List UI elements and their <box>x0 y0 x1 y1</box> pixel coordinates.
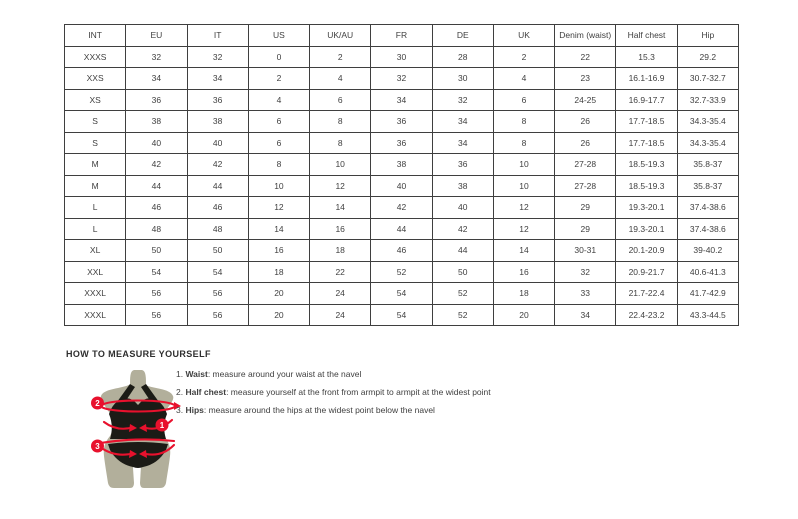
header-cell: EU <box>126 25 187 47</box>
table-cell: 46 <box>187 197 248 219</box>
table-cell: L <box>65 197 126 219</box>
table-cell: 18 <box>248 261 309 283</box>
table-cell: 30-31 <box>555 240 616 262</box>
header-row <box>65 25 739 47</box>
table-cell: 34 <box>371 89 432 111</box>
table-cell: 12 <box>310 175 371 197</box>
table-cell: 10 <box>493 175 554 197</box>
table-cell: XXL <box>65 261 126 283</box>
table-cell: 30 <box>432 68 493 90</box>
size-chart-table <box>64 24 739 326</box>
table-cell: M <box>65 154 126 176</box>
size-chart-header <box>65 25 739 47</box>
table-cell: 44 <box>432 240 493 262</box>
table-cell: 18.5-19.3 <box>616 175 677 197</box>
table-cell: 2 <box>248 68 309 90</box>
table-cell: 35.8-37 <box>677 175 738 197</box>
table-cell: 6 <box>310 89 371 111</box>
step-number: 1. <box>176 369 186 379</box>
table-cell: 20 <box>248 283 309 305</box>
header-cell: FR <box>371 25 432 47</box>
table-cell: 4 <box>493 68 554 90</box>
table-row <box>65 218 739 240</box>
table-cell: 50 <box>432 261 493 283</box>
step-number: 3. <box>176 405 186 416</box>
table-cell: 36 <box>126 89 187 111</box>
table-cell: 2 <box>310 46 371 68</box>
table-cell: 20.9-21.7 <box>616 261 677 283</box>
table-cell: 32 <box>432 89 493 111</box>
step-label: Waist <box>185 369 208 379</box>
table-cell: 44 <box>371 218 432 240</box>
table-row <box>65 175 739 197</box>
table-cell: 44 <box>187 175 248 197</box>
table-cell: 6 <box>493 89 554 111</box>
table-cell: 10 <box>310 154 371 176</box>
table-cell: 28 <box>432 46 493 68</box>
table-cell: 34.3-35.4 <box>677 111 738 133</box>
table-cell: 12 <box>493 218 554 240</box>
table-cell: 0 <box>248 46 309 68</box>
table-cell: 42 <box>126 154 187 176</box>
table-cell: 4 <box>248 89 309 111</box>
table-cell: 19.3-20.1 <box>616 197 677 219</box>
measure-step-waist <box>176 369 491 379</box>
header-cell: DE <box>432 25 493 47</box>
table-cell: 56 <box>187 283 248 305</box>
table-cell: 20 <box>248 304 309 326</box>
table-cell: 44 <box>126 175 187 197</box>
table-cell: 20 <box>493 304 554 326</box>
step-number: 2. <box>176 387 186 398</box>
table-cell: 39-40.2 <box>677 240 738 262</box>
table-cell: 29.2 <box>677 46 738 68</box>
table-cell: 36 <box>187 89 248 111</box>
table-cell: 54 <box>371 304 432 326</box>
table-cell: XS <box>65 89 126 111</box>
step-text: : measure around the hips at the widest point below the navel <box>203 405 435 416</box>
table-cell: 16 <box>248 240 309 262</box>
table-cell: 50 <box>187 240 248 262</box>
table-cell: 34 <box>432 111 493 133</box>
table-cell: 29 <box>555 218 616 240</box>
table-cell: 43.3-44.5 <box>677 304 738 326</box>
table-row <box>65 111 739 133</box>
table-cell: 22 <box>310 261 371 283</box>
table-cell: M <box>65 175 126 197</box>
badge-hips: 3 <box>95 442 100 451</box>
badge-waist: 1 <box>159 421 165 430</box>
table-cell: 41.7-42.9 <box>677 283 738 305</box>
table-cell: 54 <box>187 261 248 283</box>
badge-chest: 2 <box>95 399 100 408</box>
table-cell: 14 <box>248 218 309 240</box>
table-cell: 40 <box>126 132 187 154</box>
table-cell: 24 <box>310 283 371 305</box>
table-cell: 38 <box>432 175 493 197</box>
table-row <box>65 132 739 154</box>
measurement-figure <box>88 368 186 490</box>
table-cell: 40 <box>371 175 432 197</box>
table-cell: 32.7-33.9 <box>677 89 738 111</box>
table-cell: XXXS <box>65 46 126 68</box>
table-cell: XXXL <box>65 283 126 305</box>
table-cell: 18 <box>493 283 554 305</box>
table-cell: 48 <box>187 218 248 240</box>
header-cell: IT <box>187 25 248 47</box>
mannequin-illustration <box>88 368 186 490</box>
table-cell: 24-25 <box>555 89 616 111</box>
table-cell: 33 <box>555 283 616 305</box>
table-cell: 12 <box>493 197 554 219</box>
step-text: : measure yourself at the front from armpit to armpit at the widest point <box>226 387 491 398</box>
table-cell: 32 <box>371 68 432 90</box>
table-cell: 42 <box>371 197 432 219</box>
header-cell: UK <box>493 25 554 47</box>
measure-steps <box>176 369 491 424</box>
table-cell: 56 <box>187 304 248 326</box>
table-cell: 22.4-23.2 <box>616 304 677 326</box>
table-cell: 24 <box>310 304 371 326</box>
table-cell: 22 <box>555 46 616 68</box>
table-cell: 38 <box>371 154 432 176</box>
table-cell: S <box>65 111 126 133</box>
table-cell: 2 <box>493 46 554 68</box>
table-cell: 6 <box>248 111 309 133</box>
table-cell: 36 <box>371 111 432 133</box>
table-row <box>65 240 739 262</box>
table-cell: 12 <box>248 197 309 219</box>
table-cell: 26 <box>555 132 616 154</box>
table-cell: 46 <box>371 240 432 262</box>
table-row <box>65 89 739 111</box>
table-cell: 19.3-20.1 <box>616 218 677 240</box>
measure-section-title: HOW TO MEASURE YOURSELF <box>66 349 211 359</box>
table-cell: 34.3-35.4 <box>677 132 738 154</box>
table-cell: 36 <box>371 132 432 154</box>
table-cell: 8 <box>248 154 309 176</box>
table-cell: 10 <box>248 175 309 197</box>
table-cell: 34 <box>432 132 493 154</box>
table-cell: 42 <box>187 154 248 176</box>
table-cell: 21.7-22.4 <box>616 283 677 305</box>
step-label: Half chest <box>185 387 227 398</box>
table-cell: 37.4-38.6 <box>677 218 738 240</box>
table-cell: 32 <box>555 261 616 283</box>
table-cell: 48 <box>126 218 187 240</box>
header-cell: INT <box>65 25 126 47</box>
table-cell: 54 <box>371 283 432 305</box>
table-cell: 52 <box>432 283 493 305</box>
header-cell: Half chest <box>616 25 677 47</box>
table-cell: 40.6-41.3 <box>677 261 738 283</box>
table-cell: 14 <box>310 197 371 219</box>
table-cell: 56 <box>126 304 187 326</box>
table-cell: 34 <box>187 68 248 90</box>
table-cell: 17.7-18.5 <box>616 111 677 133</box>
table-cell: 37.4-38.6 <box>677 197 738 219</box>
table-cell: 16.9-17.7 <box>616 89 677 111</box>
table-cell: 8 <box>493 111 554 133</box>
measure-step-hips <box>176 405 491 415</box>
table-cell: 38 <box>126 111 187 133</box>
table-row <box>65 261 739 283</box>
table-cell: 8 <box>493 132 554 154</box>
measure-step-half-chest <box>176 387 491 397</box>
table-cell: 18.5-19.3 <box>616 154 677 176</box>
table-row <box>65 283 739 305</box>
table-cell: XXS <box>65 68 126 90</box>
table-cell: 27-28 <box>555 175 616 197</box>
table-cell: 18 <box>310 240 371 262</box>
header-cell: Denim (waist) <box>555 25 616 47</box>
table-cell: 54 <box>126 261 187 283</box>
step-label: Hips <box>185 405 204 416</box>
table-row <box>65 154 739 176</box>
table-cell: 16.1-16.9 <box>616 68 677 90</box>
table-cell: 4 <box>310 68 371 90</box>
header-cell: US <box>248 25 309 47</box>
table-cell: XL <box>65 240 126 262</box>
step-text: : measure around your waist at the navel <box>207 369 362 379</box>
table-cell: 8 <box>310 132 371 154</box>
table-cell: 26 <box>555 111 616 133</box>
table-row <box>65 304 739 326</box>
table-row <box>65 68 739 90</box>
table-cell: 20.1-20.9 <box>616 240 677 262</box>
table-cell: 16 <box>310 218 371 240</box>
table-cell: 46 <box>126 197 187 219</box>
table-cell: 52 <box>432 304 493 326</box>
table-row <box>65 197 739 219</box>
table-cell: 32 <box>126 46 187 68</box>
table-cell: 56 <box>126 283 187 305</box>
table-cell: 34 <box>126 68 187 90</box>
table-cell: S <box>65 132 126 154</box>
header-cell: UK/AU <box>310 25 371 47</box>
table-cell: 17.7-18.5 <box>616 132 677 154</box>
table-cell: 50 <box>126 240 187 262</box>
header-cell: Hip <box>677 25 738 47</box>
table-cell: 10 <box>493 154 554 176</box>
table-cell: 52 <box>371 261 432 283</box>
table-cell: 15.3 <box>616 46 677 68</box>
table-cell: 30 <box>371 46 432 68</box>
table-cell: 42 <box>432 218 493 240</box>
table-cell: 38 <box>187 111 248 133</box>
table-cell: 35.8-37 <box>677 154 738 176</box>
table-cell: 40 <box>432 197 493 219</box>
table-cell: 34 <box>555 304 616 326</box>
table-cell: 36 <box>432 154 493 176</box>
table-cell: 40 <box>187 132 248 154</box>
table-cell: 6 <box>248 132 309 154</box>
table-cell: 27-28 <box>555 154 616 176</box>
table-cell: 30.7-32.7 <box>677 68 738 90</box>
table-row <box>65 46 739 68</box>
table-cell: 29 <box>555 197 616 219</box>
table-cell: L <box>65 218 126 240</box>
table-cell: XXXL <box>65 304 126 326</box>
table-cell: 16 <box>493 261 554 283</box>
table-cell: 23 <box>555 68 616 90</box>
table-cell: 32 <box>187 46 248 68</box>
table-cell: 8 <box>310 111 371 133</box>
size-chart-body <box>65 46 739 326</box>
table-cell: 14 <box>493 240 554 262</box>
